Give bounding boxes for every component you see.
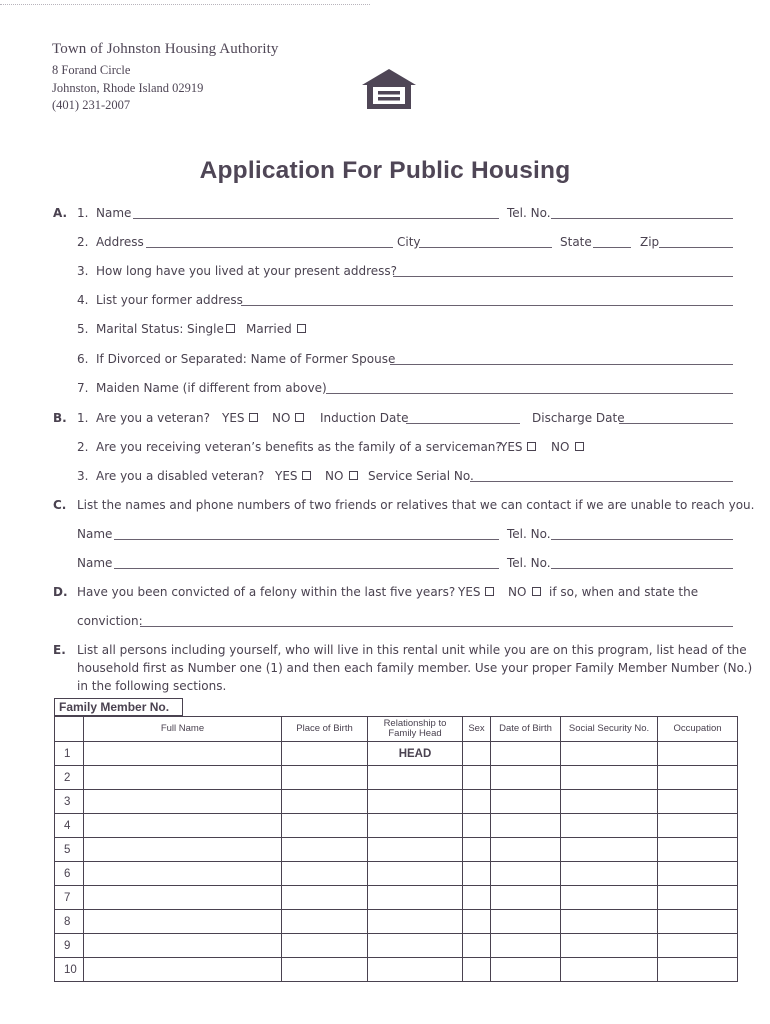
contact-2-tel-field[interactable] bbox=[551, 568, 733, 569]
contact-1-name-label: Name bbox=[77, 527, 113, 541]
relationship-cell[interactable] bbox=[368, 838, 463, 862]
org-phone: (401) 231-2007 bbox=[52, 98, 131, 112]
household-instruction-line-1: List all persons including yourself, who will live in this rental unit while you are on this program, list head of the bbox=[77, 643, 747, 657]
induction-date-field[interactable] bbox=[406, 423, 520, 424]
disabled-no-label: NO bbox=[325, 469, 344, 483]
section-d-letter: D. bbox=[53, 585, 68, 599]
column-header-date-of-birth: Date of Birth bbox=[491, 717, 561, 742]
dob-cell[interactable] bbox=[491, 934, 561, 958]
relationship-cell[interactable] bbox=[368, 766, 463, 790]
occupation-cell[interactable] bbox=[658, 814, 738, 838]
sex-cell[interactable] bbox=[463, 766, 491, 790]
relationship-cell[interactable] bbox=[368, 814, 463, 838]
occupation-cell[interactable] bbox=[658, 742, 738, 766]
equal-housing-opportunity-icon bbox=[360, 67, 418, 111]
column-header-sex: Sex bbox=[463, 717, 491, 742]
felony-yes-label: YES bbox=[458, 585, 481, 599]
sex-cell[interactable] bbox=[463, 814, 491, 838]
place-of-birth-cell[interactable] bbox=[282, 910, 368, 934]
discharge-date-label: Discharge Date bbox=[532, 411, 625, 425]
conviction-field[interactable] bbox=[140, 626, 733, 627]
row-number: 5 bbox=[55, 838, 84, 862]
felony-yes-checkbox[interactable] bbox=[485, 587, 494, 596]
a2-number: 2. bbox=[77, 235, 89, 249]
occupation-cell[interactable] bbox=[658, 886, 738, 910]
full-name-cell[interactable] bbox=[84, 934, 282, 958]
sex-cell[interactable] bbox=[463, 910, 491, 934]
veteran-yes-checkbox[interactable] bbox=[249, 413, 258, 422]
row-number: 8 bbox=[55, 910, 84, 934]
veteran-no-label: NO bbox=[272, 411, 291, 425]
table-row bbox=[55, 958, 738, 982]
row-number: 6 bbox=[55, 862, 84, 886]
relationship-cell[interactable] bbox=[368, 886, 463, 910]
letterhead bbox=[52, 40, 279, 115]
dob-cell[interactable] bbox=[491, 958, 561, 982]
sex-cell[interactable] bbox=[463, 886, 491, 910]
section-b-letter: B. bbox=[53, 411, 67, 425]
sex-cell[interactable] bbox=[463, 838, 491, 862]
felony-no-label: NO bbox=[508, 585, 527, 599]
veteran-yes-label: YES bbox=[222, 411, 245, 425]
full-name-cell[interactable] bbox=[84, 814, 282, 838]
discharge-date-field[interactable] bbox=[619, 423, 733, 424]
dob-cell[interactable] bbox=[491, 766, 561, 790]
dob-cell[interactable] bbox=[491, 814, 561, 838]
place-of-birth-cell[interactable] bbox=[282, 814, 368, 838]
sex-cell[interactable] bbox=[463, 862, 491, 886]
occupation-cell[interactable] bbox=[658, 958, 738, 982]
a3-number: 3. bbox=[77, 264, 89, 278]
marital-status-label: Marital Status: bbox=[96, 322, 184, 336]
felony-no-checkbox[interactable] bbox=[532, 587, 541, 596]
row-number: 10 bbox=[55, 958, 84, 982]
dob-cell[interactable] bbox=[491, 862, 561, 886]
ssn-cell[interactable] bbox=[561, 742, 658, 766]
contact-2-tel-label: Tel. No. bbox=[507, 556, 551, 570]
table-row bbox=[55, 910, 738, 934]
table-header-row bbox=[55, 717, 738, 742]
place-of-birth-cell[interactable] bbox=[282, 958, 368, 982]
contact-2-name-field[interactable] bbox=[114, 568, 499, 569]
household-instruction-line-3: in the following sections. bbox=[77, 679, 227, 693]
row-number: 3 bbox=[55, 790, 84, 814]
ssn-cell[interactable] bbox=[561, 766, 658, 790]
city-field[interactable] bbox=[419, 247, 552, 248]
benefits-label: Are you receiving veteran’s benefits as the family of a serviceman? bbox=[96, 440, 502, 454]
sex-cell[interactable] bbox=[463, 934, 491, 958]
section-e-letter: E. bbox=[53, 643, 66, 657]
occupation-cell[interactable] bbox=[658, 838, 738, 862]
place-of-birth-cell[interactable] bbox=[282, 934, 368, 958]
relationship-cell[interactable] bbox=[368, 958, 463, 982]
full-name-cell[interactable] bbox=[84, 910, 282, 934]
contacts-instruction: List the names and phone numbers of two friends or relatives that we can contact if we are unable to reach you. bbox=[77, 498, 755, 512]
dob-cell[interactable] bbox=[491, 886, 561, 910]
row-number: 2 bbox=[55, 766, 84, 790]
ssn-cell[interactable] bbox=[561, 934, 658, 958]
married-checkbox[interactable] bbox=[297, 324, 306, 333]
veteran-label: Are you a veteran? bbox=[96, 411, 210, 425]
disabled-no-checkbox[interactable] bbox=[349, 471, 358, 480]
felony-question: Have you been convicted of a felony within the last five years? bbox=[77, 585, 456, 599]
full-name-cell[interactable] bbox=[84, 766, 282, 790]
relationship-cell[interactable] bbox=[368, 934, 463, 958]
place-of-birth-cell[interactable] bbox=[282, 742, 368, 766]
column-header-relationship bbox=[368, 717, 463, 742]
table-row bbox=[55, 790, 738, 814]
table-row bbox=[55, 862, 738, 886]
occupation-cell[interactable] bbox=[658, 766, 738, 790]
married-label: Married bbox=[246, 322, 292, 336]
contact-2-name-label: Name bbox=[77, 556, 113, 570]
org-name: Town of Johnston Housing Authority bbox=[52, 41, 279, 57]
single-checkbox[interactable] bbox=[226, 324, 235, 333]
state-field[interactable] bbox=[593, 247, 631, 248]
ssn-cell[interactable] bbox=[561, 958, 658, 982]
column-header-full-name: Full Name bbox=[84, 717, 282, 742]
ssn-cell[interactable] bbox=[561, 910, 658, 934]
ssn-cell[interactable] bbox=[561, 814, 658, 838]
state-label: State bbox=[560, 235, 592, 249]
section-c-letter: C. bbox=[53, 498, 67, 512]
org-address-line-1: 8 Forand Circle bbox=[52, 63, 131, 77]
service-serial-label: Service Serial No. bbox=[368, 469, 474, 483]
place-of-birth-cell[interactable] bbox=[282, 766, 368, 790]
section-a-letter: A. bbox=[53, 206, 68, 220]
b2-number: 2. bbox=[77, 440, 89, 454]
full-name-cell[interactable] bbox=[84, 790, 282, 814]
address-label: Address bbox=[96, 235, 144, 249]
a6-number: 6. bbox=[77, 352, 89, 366]
row-number: 7 bbox=[55, 886, 84, 910]
relationship-header-line-1: Relationship to bbox=[383, 718, 447, 729]
maiden-name-field[interactable] bbox=[326, 393, 733, 394]
row-number: 9 bbox=[55, 934, 84, 958]
full-name-cell[interactable] bbox=[84, 886, 282, 910]
table-row bbox=[55, 766, 738, 790]
row-number: 4 bbox=[55, 814, 84, 838]
induction-date-label: Induction Date bbox=[320, 411, 409, 425]
occupation-cell[interactable] bbox=[658, 934, 738, 958]
former-address-label: List your former address bbox=[96, 293, 243, 307]
present-address-duration-label: How long have you lived at your present address? bbox=[96, 264, 398, 278]
conviction-label: conviction: bbox=[77, 614, 143, 628]
full-name-cell[interactable] bbox=[84, 958, 282, 982]
place-of-birth-cell[interactable] bbox=[282, 838, 368, 862]
table-row bbox=[55, 886, 738, 910]
veteran-no-checkbox[interactable] bbox=[295, 413, 304, 422]
table-row bbox=[55, 838, 738, 862]
present-address-duration-field[interactable] bbox=[393, 276, 733, 277]
place-of-birth-cell[interactable] bbox=[282, 862, 368, 886]
b3-number: 3. bbox=[77, 469, 89, 483]
single-label: Single bbox=[187, 322, 224, 336]
org-address-line-2: Johnston, Rhode Island 02919 bbox=[52, 80, 204, 95]
contact-1-tel-label: Tel. No. bbox=[507, 527, 551, 541]
top-dotted-rule bbox=[0, 4, 370, 5]
former-address-field[interactable] bbox=[241, 305, 733, 306]
maiden-name-label: Maiden Name (if different from above) bbox=[96, 381, 327, 395]
dob-cell[interactable] bbox=[491, 742, 561, 766]
name-field[interactable] bbox=[133, 218, 499, 219]
page-title: Application For Public Housing bbox=[199, 157, 571, 184]
city-label: City bbox=[397, 235, 421, 249]
table-row bbox=[55, 934, 738, 958]
full-name-cell[interactable] bbox=[84, 862, 282, 886]
occupation-cell[interactable] bbox=[658, 862, 738, 886]
a1-number: 1. bbox=[77, 206, 89, 220]
full-name-cell[interactable] bbox=[84, 742, 282, 766]
household-instruction-line-2: household first as Number one (1) and then each family member. Use your proper Family Member Number (No.) bbox=[77, 661, 753, 675]
contact-1-name-field[interactable] bbox=[114, 539, 499, 540]
column-header-ssn: Social Security No. bbox=[561, 717, 658, 742]
sex-cell[interactable] bbox=[463, 742, 491, 766]
place-of-birth-cell[interactable] bbox=[282, 886, 368, 910]
occupation-cell[interactable] bbox=[658, 910, 738, 934]
ssn-cell[interactable] bbox=[561, 862, 658, 886]
row-number: 1 bbox=[55, 742, 84, 766]
relationship-header-line-2: Family Head bbox=[388, 728, 442, 739]
zip-field[interactable] bbox=[659, 247, 733, 248]
former-spouse-label: If Divorced or Separated: Name of Former Spouse bbox=[96, 352, 396, 366]
zip-label: Zip bbox=[640, 235, 660, 249]
relationship-cell[interactable] bbox=[368, 862, 463, 886]
sex-cell[interactable] bbox=[463, 958, 491, 982]
tel-field[interactable] bbox=[551, 218, 733, 219]
address-field[interactable] bbox=[146, 247, 393, 248]
disabled-yes-label: YES bbox=[275, 469, 298, 483]
benefits-no-label: NO bbox=[551, 440, 570, 454]
tel-label: Tel. No. bbox=[507, 206, 551, 220]
relationship-cell: HEAD bbox=[368, 742, 463, 766]
ssn-cell[interactable] bbox=[561, 838, 658, 862]
disabled-yes-checkbox[interactable] bbox=[302, 471, 311, 480]
name-label: Name bbox=[96, 206, 132, 220]
table-row bbox=[55, 814, 738, 838]
column-header-occupation: Occupation bbox=[658, 717, 738, 742]
column-header-number bbox=[55, 717, 84, 742]
former-spouse-field[interactable] bbox=[390, 364, 733, 365]
relationship-cell[interactable] bbox=[368, 910, 463, 934]
dob-cell[interactable] bbox=[491, 790, 561, 814]
dob-cell[interactable] bbox=[491, 838, 561, 862]
contact-1-tel-field[interactable] bbox=[551, 539, 733, 540]
benefits-yes-label: YES bbox=[500, 440, 523, 454]
ssn-cell[interactable] bbox=[561, 886, 658, 910]
felony-if-so-text: if so, when and state the bbox=[549, 585, 699, 599]
a7-number: 7. bbox=[77, 381, 89, 395]
benefits-yes-checkbox[interactable] bbox=[527, 442, 536, 451]
service-serial-field[interactable] bbox=[470, 481, 733, 482]
column-header-place-of-birth: Place of Birth bbox=[282, 717, 368, 742]
sex-cell[interactable] bbox=[463, 790, 491, 814]
a5-number: 5. bbox=[77, 322, 89, 336]
occupation-cell[interactable] bbox=[658, 790, 738, 814]
benefits-no-checkbox[interactable] bbox=[575, 442, 584, 451]
table-row bbox=[55, 742, 738, 766]
relationship-cell[interactable] bbox=[368, 790, 463, 814]
full-name-cell[interactable] bbox=[84, 838, 282, 862]
dob-cell[interactable] bbox=[491, 910, 561, 934]
ssn-cell[interactable] bbox=[561, 790, 658, 814]
disabled-veteran-label: Are you a disabled veteran? bbox=[96, 469, 265, 483]
a4-number: 4. bbox=[77, 293, 89, 307]
b1-number: 1. bbox=[77, 411, 89, 425]
family-member-no-tab: Family Member No. bbox=[54, 698, 183, 716]
family-members-table bbox=[54, 716, 738, 982]
place-of-birth-cell[interactable] bbox=[282, 790, 368, 814]
